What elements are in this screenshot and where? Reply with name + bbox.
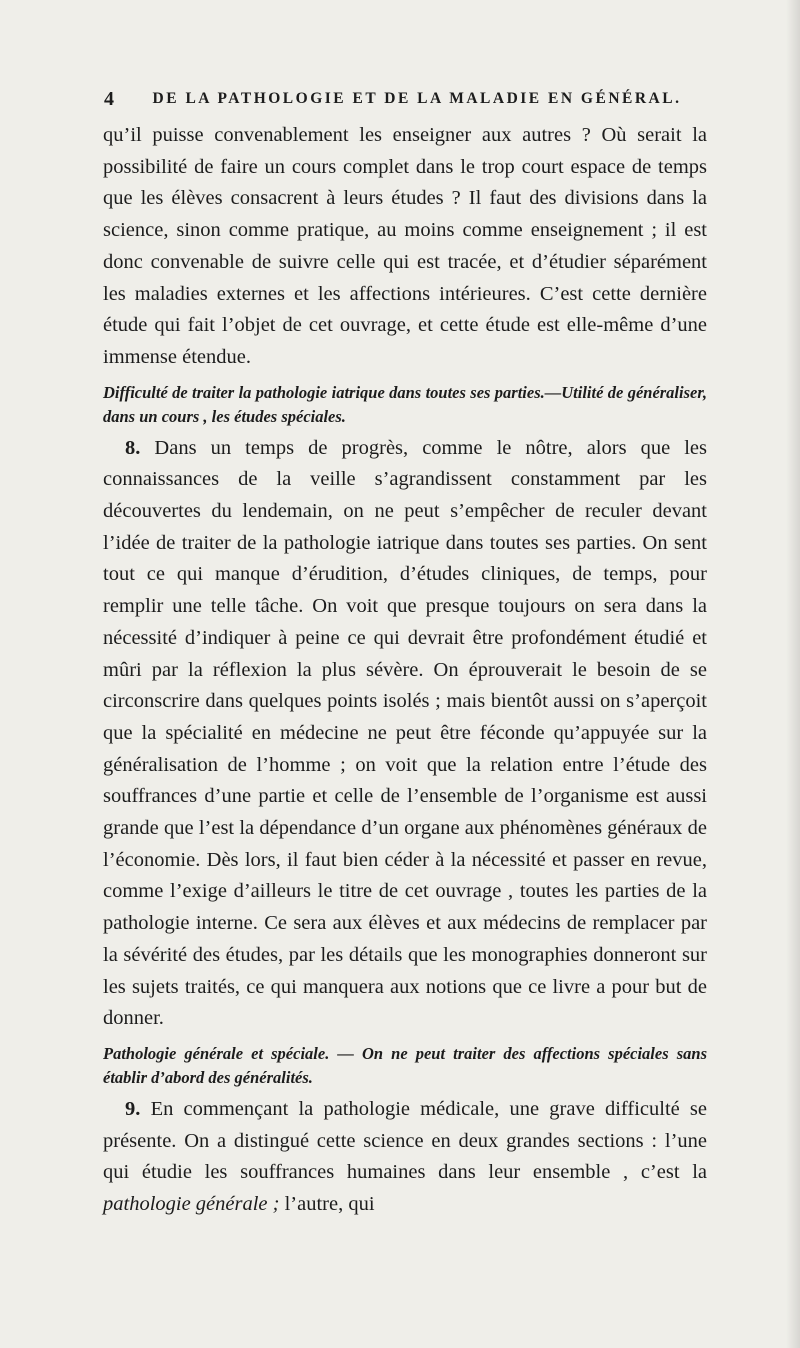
section-heading-difficulty: Difficulté de traiter la pathologie iatrique dans toutes ses parties.—Utilité de généraliser, dans un cours , les études spéciales. bbox=[103, 382, 707, 426]
paragraph-9 bbox=[103, 1094, 707, 1221]
paragraph-9-text-end: l’autre, qui bbox=[279, 1193, 375, 1216]
paragraph-number-8: 8. bbox=[125, 436, 141, 459]
page-edge-shadow bbox=[786, 0, 800, 1348]
page-header bbox=[104, 86, 704, 112]
page-number: 4 bbox=[104, 88, 114, 110]
section-heading-general-special: Pathologie générale et spéciale. — On ne peut traiter des affections spéciales sans établir d’abord des généralités. bbox=[103, 1043, 707, 1087]
paragraph-9-italic-term: pathologie générale ; bbox=[103, 1193, 280, 1216]
paragraph-8-text: Dans un temps de progrès, comme le nôtre, alors que les connaissances de la veille s’agrandissent constamment par les découvertes du lendemain, on ne peut s’empêcher de reculer devant l’idée de traiter de la pathologie iatrique dans toutes ses parties. On sent tout ce qui manque d’érudition, d’études cliniques, de temps, pour remplir une telle tâche. On voit que presque toujours on sera dans la nécessité d’indiquer à peine ce qui devrait être profondément étudié et mûri par la réflexion la plus sévère. On éprouverait le besoin de se circonscrire dans quelques points isolés ; mais bientôt aussi on s’aperçoit que la spécialité en médecine ne peut être féconde qu’appuyée sur la généralisation de l’homme ; on voit que la relation entre l’étude des souffrances d’une partie et celle de l’ensemble de l’organisme est aussi grande que l’est la dépendance d’un organe aux phénomènes généraux de l’économie. Dès lors, il faut bien céder à la nécessité et passer en revue, comme l’exige d’ailleurs le titre de cet ouvrage , toutes les parties de la pathologie interne. Ce sera aux élèves et aux médecins de remplacer par la sévérité des études, par les détails que les monographies donneront sur les sujets traités, ce qui manquera aux notions que ce livre a pour but de donner. bbox=[103, 436, 708, 1030]
paragraph-8 bbox=[103, 433, 707, 1035]
paragraph-9-text: En commençant la pathologie médicale, une grave difficulté se présente. On a distingué cette science en deux grandes sections : l’une qui étudie les souffrances humaines dans leur ensemble , c’est la bbox=[103, 1097, 708, 1184]
running-title: DE LA PATHOLOGIE ET DE LA MALADIE EN GÉNÉRAL. bbox=[152, 90, 682, 107]
paragraph-continued: qu’il puisse convenablement les enseigner aux autres ? Où serait la possibilité de faire un cours complet dans le trop court espace de temps que les élèves consacrent à leurs études ? Il faut des divisions dans la science, sinon comme pratique, au moins comme enseignement ; il est donc convenable de suivre celle qui est tracée, et d’étudier séparément les maladies externes et les affections intérieures. C’est cette dernière étude qui fait l’objet de cet ouvrage, et cette étude est elle-même d’une immense étendue. bbox=[103, 124, 707, 368]
page-body bbox=[103, 120, 707, 1221]
paragraph-number-9: 9. bbox=[125, 1097, 141, 1120]
